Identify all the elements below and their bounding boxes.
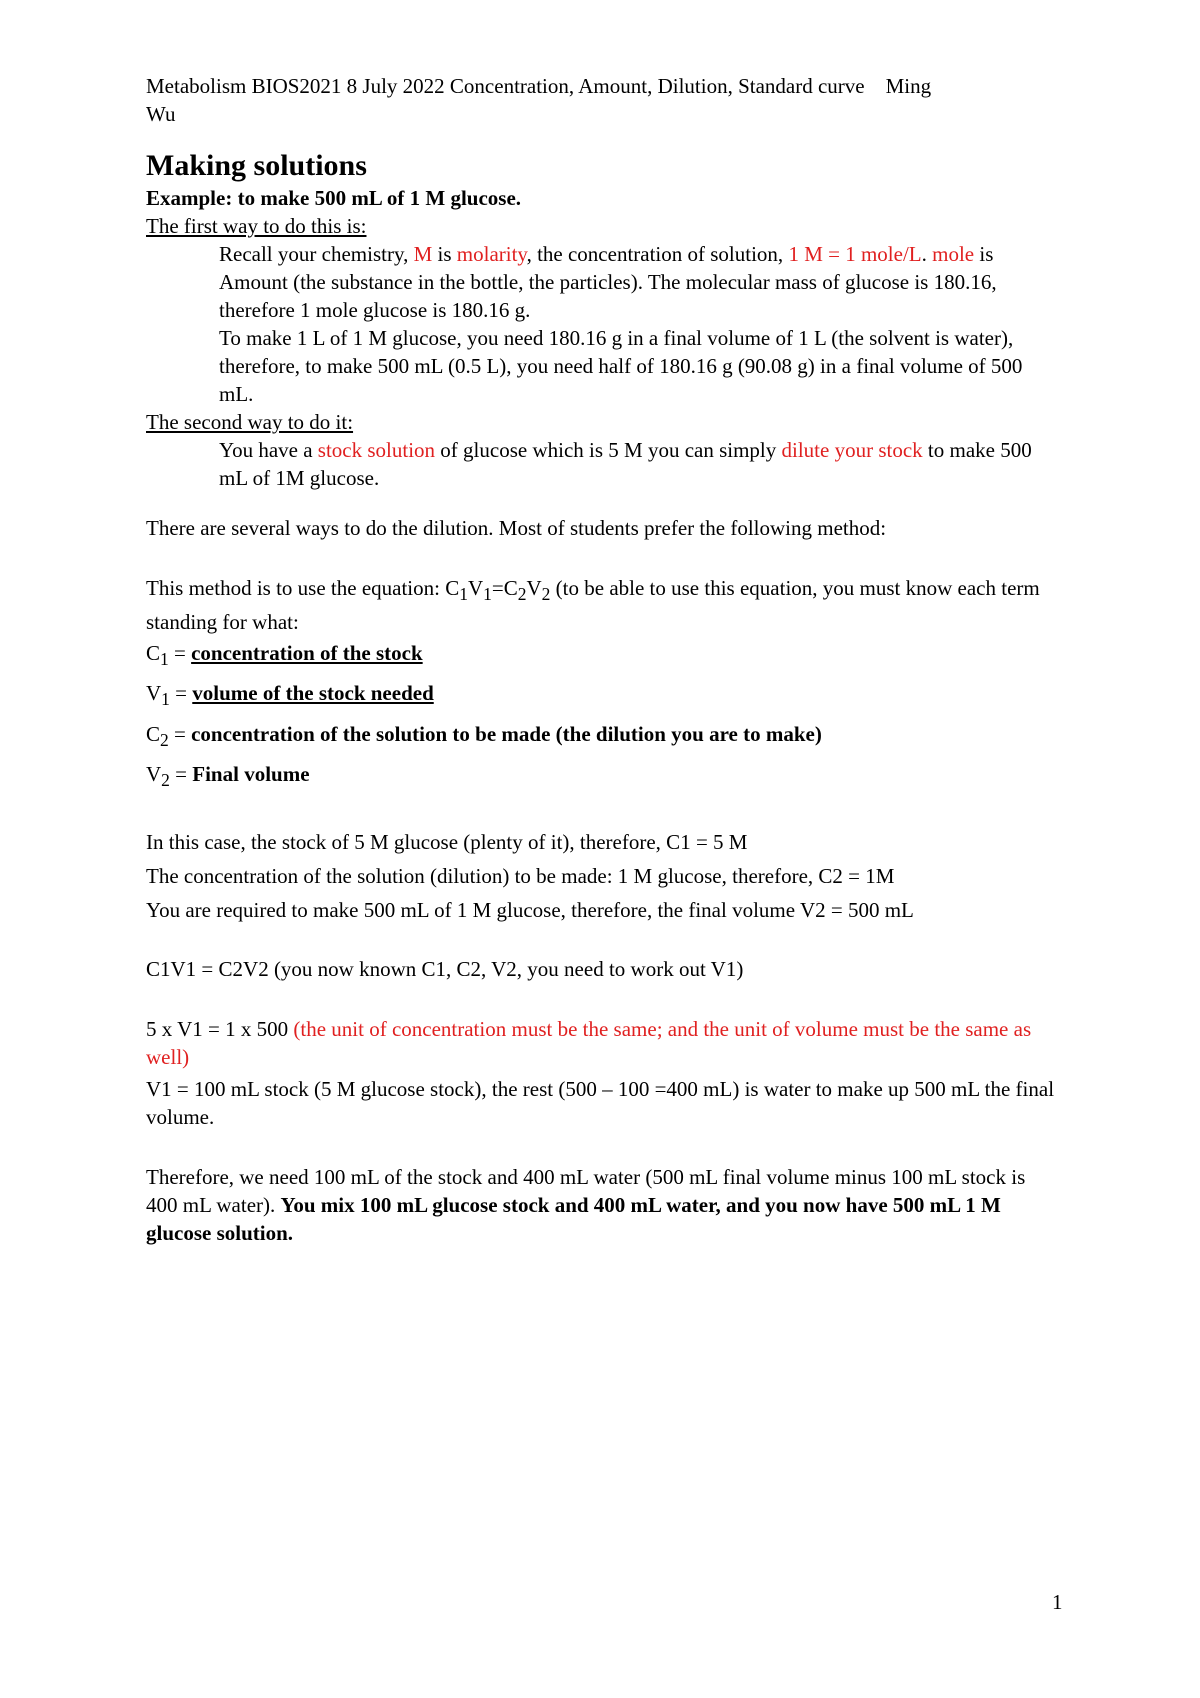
text-run: to make 500 mL of 1M glucose. [219, 438, 1032, 490]
conclusion-bold: You mix 100 mL glucose stock and 400 mL water, and you now have 500 mL 1 M glucose solution. [146, 1192, 1001, 1245]
definition-c1 [146, 636, 1056, 676]
subscript: 2 [517, 584, 527, 605]
result-paragraph: V1 = 100 mL stock (5 M glucose stock), the rest (500 – 100 =400 mL) is water to make up 500 mL the final volume. [146, 1076, 1055, 1129]
conclusion-paragraph [146, 1163, 1056, 1247]
subscript: 1 [161, 689, 170, 710]
section-title: Making solutions [146, 149, 367, 182]
subscript: 2 [541, 584, 551, 605]
subscript: 2 [160, 729, 169, 750]
symbol: C [146, 721, 161, 746]
text-run: You have a [219, 438, 318, 462]
subscript: 1 [483, 584, 492, 605]
highlight-stock-solution: stock solution [317, 438, 436, 462]
definition-v1 [146, 676, 1056, 716]
text-run: 5 x V1 = 1 x 500 [146, 1016, 294, 1041]
equals: = [168, 641, 192, 666]
second-way-paragraph [219, 436, 1056, 492]
equation-line: C1V1 = C2V2 (you now known C1, C2, V2, you need to work out V1) [146, 956, 744, 981]
header-line-2: Wu [146, 102, 176, 126]
equals: = [169, 761, 193, 786]
symbol: V [146, 681, 162, 706]
highlight-m: M [413, 242, 433, 266]
definition-c2 [146, 717, 1056, 757]
method-paragraph [146, 574, 1056, 636]
subscript: 2 [161, 769, 170, 790]
unit-note: (the unit of concentration must be the same; and the unit of volume must be the same as well) [146, 1016, 1032, 1069]
second-way-heading: The second way to do it: [146, 410, 354, 434]
page-header [146, 72, 1056, 128]
highlight-mole: mole [932, 242, 975, 266]
text-run: Recall your chemistry, [219, 242, 414, 266]
second-way-body [146, 436, 1056, 492]
equals: = [169, 681, 193, 706]
case-block [146, 825, 1056, 927]
definition-text: concentration of the stock [191, 641, 423, 666]
subscript: 1 [459, 584, 468, 605]
page-number: 1 [1052, 1590, 1063, 1614]
text-run: Therefore, we need 100 mL of the stock and 400 mL water (500 mL final volume minus 100 mL stock is 400 mL water). [146, 1164, 1026, 1217]
highlight-molarity: molarity [456, 242, 527, 266]
definition-text: Final volume [192, 761, 310, 786]
text-run: (to be able to use this equation, you must know each term standing for what: [146, 576, 1040, 635]
document-body [146, 72, 1056, 1247]
text-run: This method is to use the equation: C [146, 576, 460, 600]
first-way-paragraph-2: To make 1 L of 1 M glucose, you need 180.16 g in a final volume of 1 L (the solvent is water), therefore, to make 500 mL (0.5 L), you need half of 180.16 g (90.08 g) in a final volume of 500 mL. [219, 326, 1023, 406]
definition-text: volume of the stock needed [192, 681, 434, 706]
definition-list [146, 636, 1056, 797]
text-run: V [467, 576, 484, 600]
calculation-line [146, 1015, 1056, 1071]
text-run: of glucose which is 5 M you can simply [435, 438, 782, 462]
highlight-dilute-stock: dilute your stock [781, 438, 923, 462]
definition-text: concentration of the solution to be made (the dilution you are to make) [191, 721, 822, 746]
first-way-heading: The first way to do this is: [146, 214, 367, 238]
text-run: =C [491, 576, 518, 600]
text-run: is [432, 242, 457, 266]
text-run: , the concentration of solution, [526, 242, 789, 266]
highlight-mole-per-litre: 1 M = 1 mole/L [788, 242, 922, 266]
subscript: 1 [160, 649, 169, 670]
several-ways-paragraph: There are several ways to do the dilution. Most of students prefer the following method: [146, 516, 887, 540]
case-line-1: In this case, the stock of 5 M glucose (plenty of it), therefore, C1 = 5 M [146, 829, 748, 854]
text-run: . [921, 242, 927, 266]
header-line-1: Metabolism BIOS2021 8 July 2022 Concentration, Amount, Dilution, Standard curve Ming [146, 74, 932, 98]
definition-v2 [146, 757, 1056, 797]
example-heading: Example: to make 500 mL of 1 M glucose. [146, 186, 522, 210]
equals: = [168, 721, 192, 746]
case-line-3: You are required to make 500 mL of 1 M glucose, therefore, the final volume V2 = 500 mL [146, 897, 914, 922]
symbol: C [146, 641, 161, 666]
symbol: V [146, 761, 162, 786]
case-line-2: The concentration of the solution (dilution) to be made: 1 M glucose, therefore, C2 = 1M [146, 863, 895, 888]
first-way-body [146, 240, 1056, 408]
text-run: V [526, 576, 542, 600]
first-way-paragraph-1 [219, 240, 1056, 324]
text-run: is Amount (the substance in the bottle, the particles). The molecular mass of glucose is 180.16, therefore 1 mole glucose is 180.16 g. [219, 242, 997, 322]
